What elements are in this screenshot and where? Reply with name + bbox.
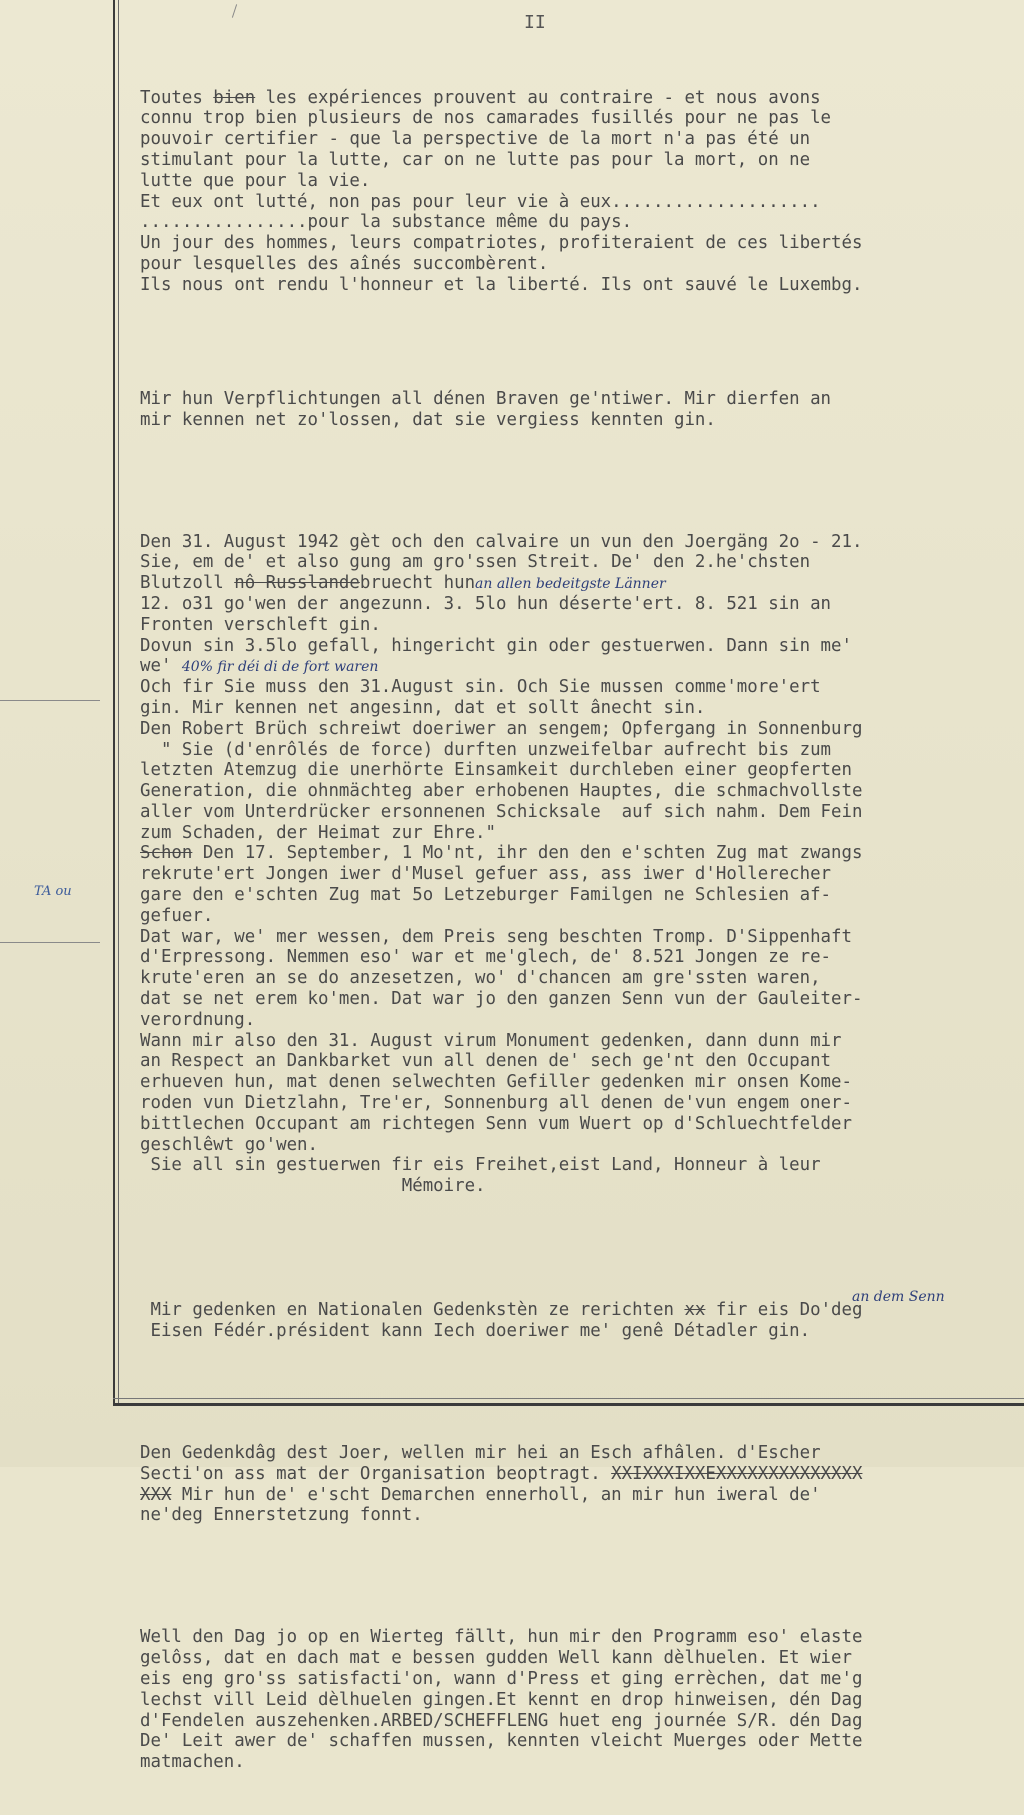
line-text: verordnung.: [140, 1009, 256, 1030]
text-line: [140, 1155, 1020, 1176]
line-text: 12. o31 go'wen der angezunn. 3. 5lo hun déserte'ert. 8. 521 sin an: [140, 593, 832, 614]
line-text: bittlechen Occupant am richtegen Senn vum Wuert op d'Schluechtfelder: [140, 1113, 852, 1134]
text-line: [140, 1505, 1020, 1526]
line-text: bruecht hun: [359, 573, 476, 594]
text-line: [140, 212, 1020, 233]
paragraph-august-31: [140, 532, 1020, 1198]
handwritten-insertion: an dem Senn: [851, 1289, 945, 1306]
text-line: [140, 677, 1020, 698]
page-number: II: [524, 12, 546, 33]
text-line: [140, 636, 1020, 657]
line-text: gefuer.: [140, 905, 214, 926]
text-line: [140, 1031, 1020, 1052]
line-text: Fronten verschleft gin.: [140, 614, 381, 635]
line-text: Well den Dag jo op en Wierteg fällt, hun mir den Programm eso' elaste: [140, 1627, 863, 1648]
text-line: [140, 864, 1020, 885]
line-text: d'Fendelen auszehenken.ARBED/SCHEFFLENG huet eng journée S/R. dén Dag: [140, 1710, 863, 1731]
line-text: pouvoir certifier - que la perspective de la mort n'a pas été un: [140, 129, 811, 150]
text-line: [140, 275, 1020, 296]
line-text: ................pour la substance même du pays.: [140, 212, 633, 233]
text-line: [140, 150, 1020, 171]
handwritten-annotation: 40% fir déi di de fort waren: [181, 659, 379, 676]
text-line: [140, 1093, 1020, 1114]
paragraph-memorial: [140, 1286, 1020, 1342]
text-line: [140, 108, 1020, 129]
struck-text: bien: [213, 87, 256, 108]
line-text: eis eng gro'ss satisfacti'on, wann d'Press et ging errèchen, dat me'g: [140, 1668, 863, 1689]
line-text: Den 17. September, 1 Mo'nt, ihr den den e'schten Zug mat zwangs: [192, 843, 863, 864]
text-line: [140, 740, 1020, 761]
text-line: [140, 1627, 1020, 1648]
line-text: dat se net erem ko'men. Dat war jo den ganzen Senn vun der Gauleiter-: [140, 989, 863, 1010]
line-text: Sie, em de' et also gung am gro'ssen Streit. De' den 2.he'chsten: [140, 552, 811, 573]
line-text: gelôss, dat en dach mat e bessen gudden Well kann dèlhuelen. Et wier: [140, 1648, 852, 1669]
line-text: lutte que pour la vie.: [140, 170, 371, 191]
text-line: [140, 1135, 1020, 1156]
line-text: ne'deg Ennerstetzung fonnt.: [140, 1505, 423, 1526]
struck-text: XXX: [140, 1484, 172, 1505]
line-text: pour lesquelles des aînés succombèrent.: [140, 253, 549, 274]
line-text: erhueven hun, mat denen selwechten Gefiller gedenken mir onsen Kome-: [140, 1072, 852, 1093]
text-line: [140, 989, 1020, 1010]
text-line: [140, 1010, 1020, 1031]
text-line: [140, 968, 1020, 989]
line-text: lechst vill Leid dèlhuelen gingen.Et kennt en drop hinweisen, dén Dag: [140, 1689, 863, 1710]
text-line: [140, 781, 1020, 802]
struck-text: Schon: [140, 843, 193, 864]
paragraph-programme: [140, 1627, 1020, 1773]
line-text: Blutzoll: [140, 573, 235, 594]
line-text: gare den e'schten Zug mat 5o Letzeburger Familgen ne Schlesien af-: [140, 885, 832, 906]
paragraph-french: [140, 88, 1020, 296]
text-line: [140, 552, 1020, 573]
text-line: [140, 823, 1020, 844]
line-text: rekrute'ert Jongen iwer d'Musel gefuer ass, ass iwer d'Hollerecher: [140, 864, 832, 885]
line-text: Mémoire.: [140, 1176, 486, 1197]
line-text: Et eux ont lutté, non pas pour leur vie à eux....................: [140, 191, 821, 212]
text-line: [140, 760, 1020, 781]
line-text: Toutes: [140, 87, 214, 108]
text-line: [140, 1669, 1020, 1690]
line-text: an Respect an Dankbarket vun all denen de' sech ge'nt den Occupant: [140, 1051, 832, 1072]
left-frame-line-inner: [118, 0, 119, 1405]
text-line: [140, 1752, 1020, 1773]
line-text: Den Robert Brüch schreiwt doeriwer an sengem; Opfergang in Sonnenburg: [140, 718, 863, 739]
line-text: Wann mir also den 31. August virum Monument gedenken, dann dunn mir: [140, 1030, 842, 1051]
pen-tick-mark: [232, 4, 237, 18]
struck-text: nô Russlande: [234, 573, 360, 594]
text-line: [140, 906, 1020, 927]
line-text: Eisen Fédér.président kann Iech doeriwer me' genê Détadler gin.: [140, 1321, 811, 1342]
line-text: Dovun sin 3.5lo gefall, hingericht gin oder gestuerwen. Dann sin me': [140, 635, 852, 656]
line-text: zum Schaden, der Heimat zur Ehre.": [140, 822, 496, 843]
text-line: [140, 1648, 1020, 1669]
text-line: [140, 1690, 1020, 1711]
line-text: Mir gedenken en Nationalen Gedenkstèn ze rerichten: [140, 1300, 685, 1321]
typed-body: [140, 46, 1020, 1815]
line-text: mir kennen net zo'lossen, dat sie vergiess kennten gin.: [140, 409, 716, 430]
text-line: [140, 192, 1020, 213]
line-text: De' Leit awer de' schaffen mussen, kennten vleicht Muerges oder Mette: [140, 1731, 863, 1752]
text-line: [140, 129, 1020, 150]
line-text: matmachen.: [140, 1752, 245, 1773]
text-line: [140, 1051, 1020, 1072]
text-line: [140, 233, 1020, 254]
paragraph-commemoration-day: [140, 1443, 1020, 1526]
text-line: [140, 1072, 1020, 1093]
text-line: [140, 927, 1020, 948]
text-line: [140, 410, 1020, 431]
line-text: gin. Mir kennen net angesinn, dat et sollt ânecht sin.: [140, 697, 706, 718]
line-text: Mir hun Verpflichtungen all dénen Braven ge'ntiwer. Mir dierfen an: [140, 388, 832, 409]
line-text: aller vom Unterdrücker ersonnenen Schicksale auf sich nahm. Dem Fein: [140, 801, 863, 822]
text-line: [140, 656, 1020, 677]
text-line: [140, 389, 1020, 410]
line-text: letzten Atemzug die unerhörte Einsamkeit durchleben einer geopferten: [140, 760, 852, 781]
text-line: [140, 1114, 1020, 1135]
text-line: [140, 88, 1020, 109]
text-line: [140, 843, 1020, 864]
text-line: [140, 1711, 1020, 1732]
text-line: [140, 1176, 1020, 1197]
line-text: Den Gedenkdâg dest Joer, wellen mir hei an Esch afhâlen. d'Escher: [140, 1443, 821, 1463]
text-line: [140, 532, 1020, 553]
struck-text: xx: [684, 1300, 706, 1321]
text-line: [140, 171, 1020, 192]
line-text: les expériences prouvent au contraire - et nous avons: [255, 87, 821, 108]
line-text: geschlêwt go'wen.: [140, 1134, 318, 1155]
line-text: d'Erpressong. Nemmen eso' war et me'glech, de' 8.521 Jongen ze re-: [140, 947, 832, 968]
line-text: Sie all sin gestuerwen fir eis Freihet,eist Land, Honneur à leur: [140, 1155, 821, 1176]
text-line: [140, 719, 1020, 740]
paragraph-obligation: [140, 389, 1020, 431]
line-text: Un jour des hommes, leurs compatriotes, profiteraient de ces libertés: [140, 233, 863, 254]
text-line: [140, 573, 1020, 594]
text-line: [140, 802, 1020, 823]
line-text: " Sie (d'enrôlés de force) durften unzweifelbar aufrecht bis zum: [140, 739, 832, 760]
line-text: Dat war, we' mer wessen, dem Preis seng beschten Tromp. D'Sippenhaft: [140, 926, 852, 947]
text-line: [140, 1443, 1020, 1464]
line-text: Secti'on ass mat der Organisation beoptragt.: [140, 1463, 612, 1484]
left-frame-line: [113, 0, 115, 1405]
margin-fold-mark: [0, 942, 100, 943]
text-line: [140, 594, 1020, 615]
line-text: Ils nous ont rendu l'honneur et la liberté. Ils ont sauvé le Luxembg.: [140, 274, 863, 295]
line-text: roden vun Dietzlahn, Tre'er, Sonnenburg all denen de'vun engem oner-: [140, 1093, 852, 1114]
text-line: [140, 254, 1020, 275]
text-line: [140, 615, 1020, 636]
line-text: fir eis Do'deg: [705, 1300, 863, 1321]
handwritten-annotation: an allen bedeitgste Länner: [475, 576, 666, 593]
text-line: [140, 1485, 1020, 1506]
line-text: we': [140, 656, 182, 677]
text-line: [140, 1321, 1020, 1342]
text-line: [140, 698, 1020, 719]
struck-text: XXIXXXIXXEXXXXXXXXXXXXXX: [611, 1463, 863, 1484]
line-text: connu trop bien plusieurs de nos camarades fusillés pour ne pas le: [140, 108, 832, 129]
text-line: [140, 1731, 1020, 1752]
line-text: Generation, die ohnmächteg aber erhobenen Hauptes, die schmachvollste: [140, 781, 863, 802]
margin-fold-mark: [0, 700, 100, 701]
line-text: krute'eren an se do anzesetzen, wo' d'chancen am gre'ssten waren,: [140, 968, 821, 989]
text-line: [140, 947, 1020, 968]
line-text: Mir hun de' e'scht Demarchen ennerholl, an mir hun iweral de': [171, 1484, 821, 1505]
handwritten-insertion-line: [140, 1286, 1020, 1306]
line-text: Den 31. August 1942 gèt och den calvaire un vun den Joergäng 2o - 21.: [140, 531, 863, 552]
line-text: stimulant pour la lutte, car on ne lutte pas pour la mort, on ne: [140, 149, 811, 170]
margin-handwritten-note: TA ou: [34, 884, 72, 899]
text-line: [140, 885, 1020, 906]
line-text: Och fir Sie muss den 31.August sin. Och Sie mussen comme'more'ert: [140, 677, 821, 698]
